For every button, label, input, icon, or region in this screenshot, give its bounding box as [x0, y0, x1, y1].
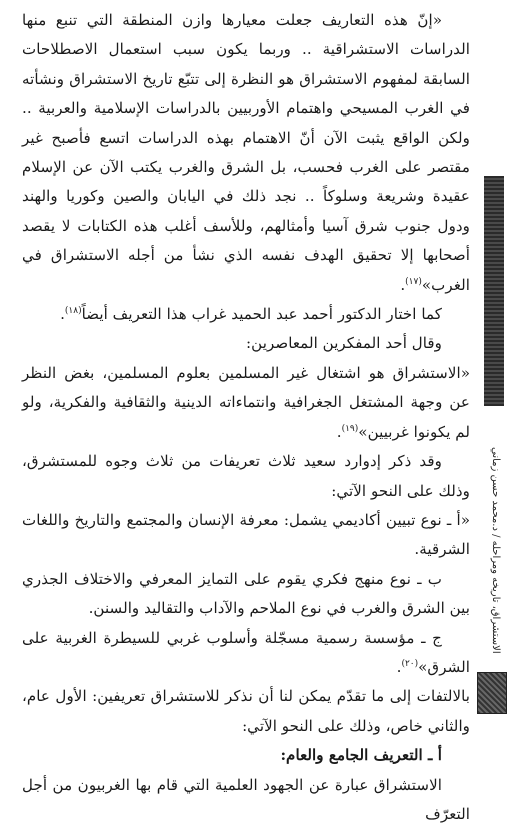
paragraph-quote-thinker: «الاستشراق هو اشتغال غير المسلمين بعلوم المسلمين، بغض النظر عن وجهة المشتغل الجغرافية وانتماءاته الدينية والثقافية والفكرية، ولو لم يكونوا غربيين»$^{(١٩)}$.: [22, 363, 470, 441]
paragraph-ghorab: كما اختار الدكتور أحمد عبد الحميد غراب هذا التعريف أيضاً$^{(١٨)}$.: [60, 305, 442, 324]
footnote-ref: (١٩): [341, 423, 359, 434]
paragraph-general-definition: الاستشراق عبارة عن الجهود العلمية التي قام بها الغربيون من أجل التعرّف: [22, 775, 470, 823]
footnote-ref: (١٧): [405, 276, 422, 287]
list-item-c: ج ـ مؤسسة رسمية مسجّلة وأسلوب غربي للسيطرة الغربية على الشرق»$^{(٢٠)}$.: [22, 628, 470, 676]
footnote-ref: (١٨): [64, 306, 82, 316]
running-title: الاستشراق، تاريخه ومراحله / د.محمد حسن زماني: [490, 447, 501, 654]
page-sidebar: [476, 0, 510, 721]
list-item-a: «أ ـ نوع تبيين أكاديمي يشمل: معرفة الإنسان والمجتمع والتاريخ واللغات الشرقية.: [22, 510, 470, 559]
paragraph-two-definitions: بالالتفات إلى ما تقدّم يمكن لنا أن نذكر للاستشراق تعريفين: الأول عام، والثاني خاص، وذلك على النحو الآتي:: [22, 687, 470, 735]
list-item-b: ب ـ نوع منهج فكري يقوم على التمايز المعرفي والاختلاف الجذري بين الشرق والغرب في نوع الملاحم والآداب والتقاليد والسنن.: [22, 569, 470, 618]
chapter-tab: [484, 176, 504, 406]
body-text: [22, 6, 470, 829]
page-number-ornament: [477, 672, 507, 714]
paragraph-thinker-intro: وقال أحد المفكرين المعاصرين:: [246, 334, 442, 353]
section-heading: أ ـ التعريف الجامع والعام:: [280, 746, 442, 765]
footnote-ref: (٢٠): [401, 658, 419, 669]
paragraph-quote-definitions: «إنّ هذه التعاريف جعلت معيارها وازن المنطقة التي تنبع منها الدراسات الاستشراقية .. وربما يكون سبب استعمال الاصطلاحات السابقة لمفهوم الاستشراق هو النظرة إلى تتبّع تاريخ الاستشراق ونشأته في الغرب المسيحي واهتمام الأوربيين بالدراسات الإسلامية والعربية .. ولكن الواقع يثبت الآن أنّ الاهتمام بهذه الدراسات اتسع فأصبح غير مقتصر على الغرب فحسب، بل الشرق والغرب يكتب الآن عن الإسلام عقيدة وشريعة وسلوكاً .. نجد ذلك في اليابان والصين وكوريا والهند ودول جنوب شرق آسيا وأمثالهم، وللأسف أغلب هذه الكتابات لا يقصد أصحابها إلا تحقيق الهدف نفسه الذي نشأ من أجله الاستشراق في الغرب»$^{(١٧)}$.: [22, 11, 470, 294]
paragraph-said-intro: وقد ذكر إدوارد سعيد ثلاث تعريفات من ثلاث وجوه للمستشرق، وذلك على النحو الآتي:: [22, 452, 470, 500]
